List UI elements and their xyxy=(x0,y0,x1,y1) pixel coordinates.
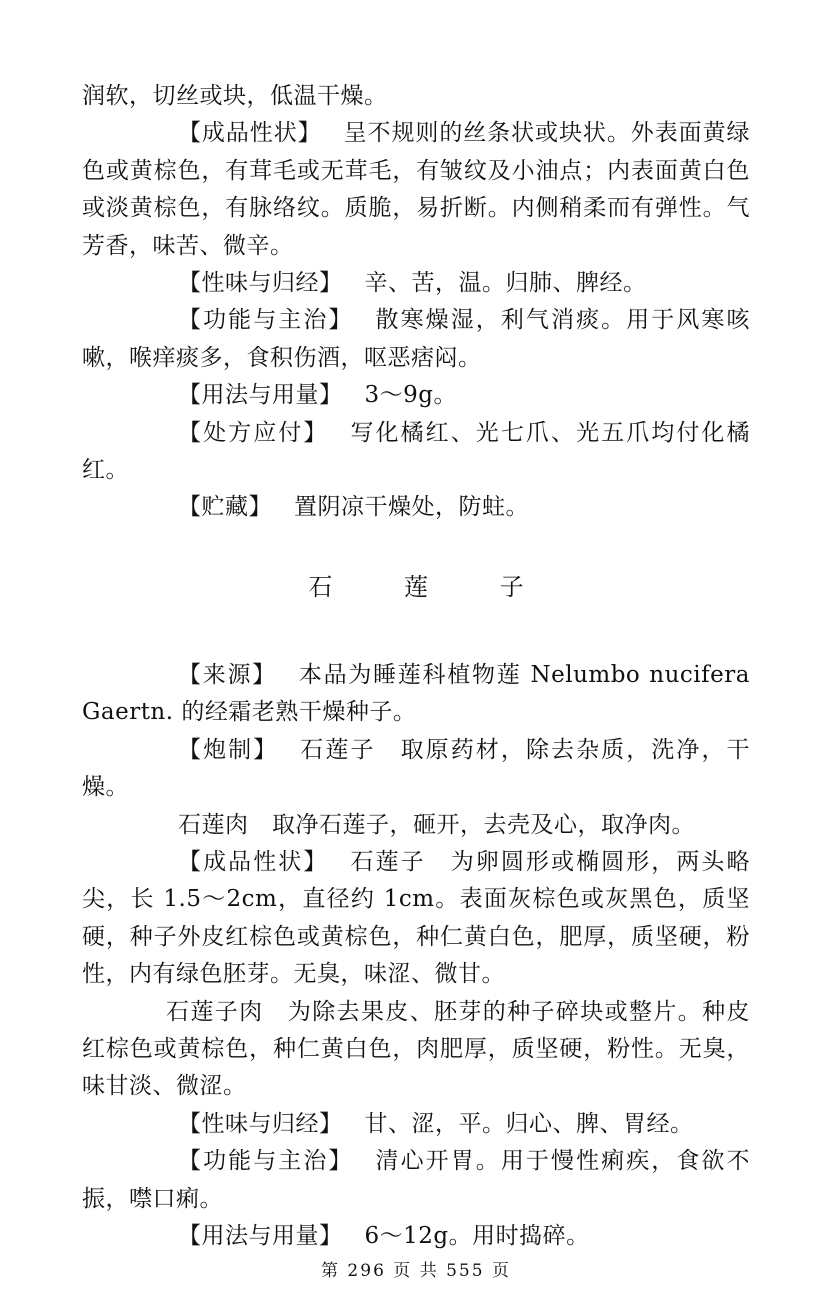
section-heading: 【用法与用量】 xyxy=(178,1222,343,1249)
paragraph-text: 甘、涩，平。归心、脾、胃经。 xyxy=(364,1110,694,1137)
paragraph xyxy=(82,1106,750,1143)
paragraph-text: 石莲子 取原药材，除去杂质，洗净，干燥。 xyxy=(82,736,751,801)
entry-shilianzi xyxy=(82,657,750,1256)
paragraph-text: 清心开胃。用于慢性痢疾，食欲不振，噤口痢。 xyxy=(82,1148,750,1212)
section-heading: 【炮制】 xyxy=(178,736,279,763)
paragraph-text: 本品为睡莲科植物莲 Nelumbo nucifera Gaertn. 的经霜老熟干燥种子。 xyxy=(82,661,750,726)
section-heading: 【处方应付】 xyxy=(178,419,329,446)
paragraph xyxy=(82,994,750,1106)
section-heading: 【性味与归经】 xyxy=(178,1110,343,1137)
section-heading: 【贮藏】 xyxy=(178,494,272,521)
section-heading: 【性味与归经】 xyxy=(178,270,343,297)
paragraph xyxy=(82,1218,750,1255)
paragraph xyxy=(82,1143,750,1218)
paragraph-text: 石莲肉 取净石莲子，砸开，去壳及心，取净肉。 xyxy=(178,811,695,838)
entry-continued xyxy=(82,78,750,527)
section-heading: 【成品性状】 xyxy=(178,848,329,875)
paragraph xyxy=(82,807,750,844)
paragraph-text: 散寒燥湿，利气消痰。用于风寒咳嗽，喉痒痰多，食积伤酒，呕恶痞闷。 xyxy=(82,307,750,371)
paragraph-text: 呈不规则的丝条状或块状。外表面黄绿色或黄棕色，有茸毛或无茸毛，有皱纹及小油点；内表面黄白色或淡黄棕色，有脉络纹。质脆，易折断。内侧稍柔而有弹性。气芳香，味苦、微辛。 xyxy=(82,120,751,259)
paragraph-text: 置阴凉干燥处，防蛀。 xyxy=(294,494,529,521)
paragraph-text: 6～12g。用时捣碎。 xyxy=(364,1222,590,1249)
section-title: 石 莲 子 xyxy=(308,572,556,601)
paragraph-text: 石莲子肉 为除去果皮、胚芽的种子碎块或整片。种皮红棕色或黄棕色，种仁黄白色，肉肥厚，质坚硬，粉性。无臭，味甘淡、微涩。 xyxy=(82,998,750,1100)
section-heading: 【来源】 xyxy=(178,661,277,688)
paragraph-text: 3～9g。 xyxy=(364,382,457,409)
paragraph xyxy=(82,377,750,414)
document-body xyxy=(82,78,750,1255)
section-heading: 【功能与主治】 xyxy=(178,1148,354,1175)
paragraph-text: 写化橘红、光七爪、光五爪均付化橘红。 xyxy=(82,419,751,484)
paragraph xyxy=(82,489,750,526)
paragraph xyxy=(82,78,750,115)
section-heading: 【用法与用量】 xyxy=(178,382,343,409)
paragraph xyxy=(82,657,750,732)
paragraph xyxy=(82,265,750,302)
paragraph xyxy=(82,302,750,377)
page-footer: 第 296 页 共 555 页 xyxy=(321,1261,511,1281)
paragraph-text: 润软，切丝或块，低温干燥。 xyxy=(82,83,388,109)
section-heading: 【成品性状】 xyxy=(178,120,322,147)
paragraph-text: 辛、苦，温。归肺、脾经。 xyxy=(364,270,647,297)
paragraph xyxy=(82,115,750,265)
section-heading: 【功能与主治】 xyxy=(178,307,354,334)
paragraph xyxy=(82,732,750,807)
paragraph xyxy=(82,415,750,490)
paragraph xyxy=(82,844,750,994)
paragraph-text: 石莲子 为卵圆形或椭圆形，两头略尖，长 1.5～2cm，直径约 1cm。表面灰棕色或灰黑色，质坚硬，种子外皮红棕色或黄棕色，种仁黄白色，肥厚，质坚硬，粉性，内有绿色胚芽。无臭，味涩、微甘。 xyxy=(82,848,751,988)
